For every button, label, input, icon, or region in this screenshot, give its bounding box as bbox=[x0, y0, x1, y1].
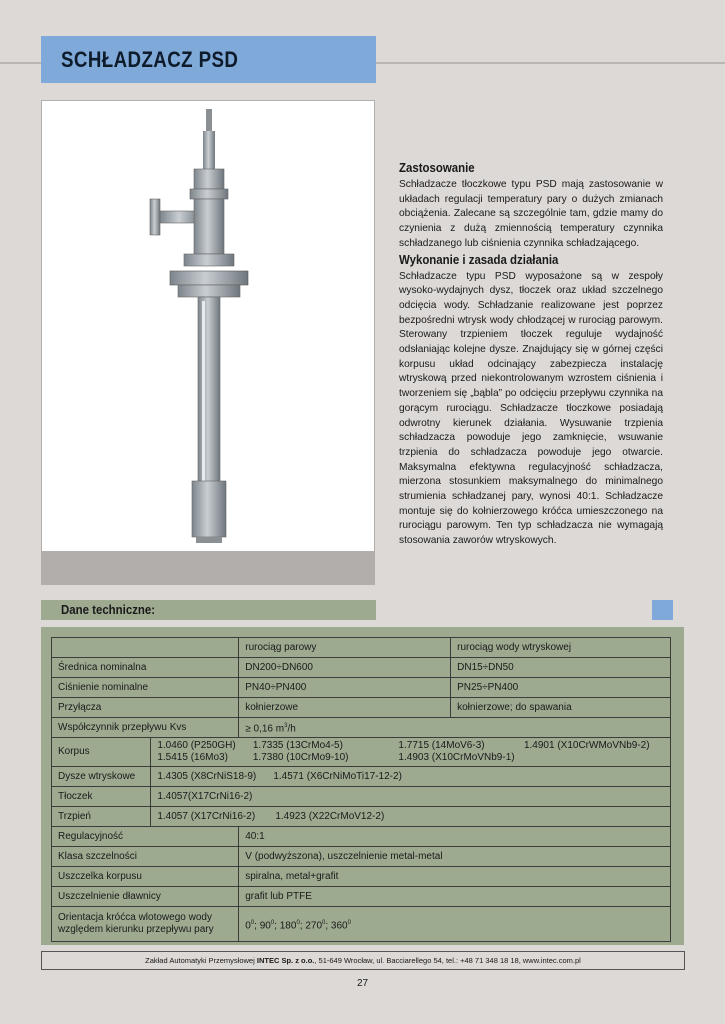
table-row bbox=[52, 658, 671, 678]
cell-value bbox=[151, 738, 671, 767]
trzpien-material: 1.4057 (X17CrNi16-2) bbox=[157, 810, 256, 822]
cell-value: DN15÷DN50 bbox=[451, 658, 671, 678]
row-label bbox=[52, 907, 239, 942]
row-label: Przyłącza bbox=[52, 698, 239, 718]
section-text-wykonanie: Schładzacze typu PSD wyposażone są w zespoły wysoko-wydajnych dysz, tłoczek oraz układ szczelnego odcięcia wody. Schładzanie realizowane jest poprzez bezpośredni wtrysk wody chłodzącej w rurociąg parowym. Sterowany trzpieniem tłoczek reguluje wydajność odsłaniając kolejne dysze. Znajdujący się w górnej części korpusu układ odcinający zabezpiecza instalację wtryskową przed niekontrolowanym wzrostem ciśnienia i tworzeniem się „bąbla” po odcięciu przepływu czynnika na gorącym rurociągu. Schładzacze tłoczkowe posiadają odwrotny kierunek działania. Wysuwanie trzpienia schładzacza powoduje jego zamknięcie, wsuwanie trzpienia do schładzacza powoduje jego otwarcie. Maksymalna efektywna regulacyjność schładzacza, mierzona stosunkiem maksymalnego do minimalnego strumienia schładzanej pary, wynosi 40:1. Schładzacze montuje się do kołnierzowego króćca umieszczonego na rurociągu parowym. Ten typ schładzacza nie wymagają stosowania zaworów wtryskowych. bbox=[399, 270, 663, 547]
cell-value: 1.4057(X17CrNi16-2) bbox=[151, 787, 671, 807]
table-row bbox=[52, 678, 671, 698]
product-photo-frame bbox=[41, 100, 375, 585]
table-row bbox=[52, 738, 671, 767]
cell-value: $0^0$; $90^0$; $180^0$; $270^0$; $360^0$ bbox=[239, 907, 671, 942]
kvs-unit-exponent: 3 bbox=[284, 723, 288, 729]
row-label: Średnica nominalna bbox=[52, 658, 239, 678]
row-label: Ciśnienie nominalne bbox=[52, 678, 239, 698]
row-label: Dysze wtryskowe bbox=[52, 767, 151, 787]
row-label: Tłoczek bbox=[52, 787, 151, 807]
cell-value: PN40÷PN400 bbox=[239, 678, 451, 698]
cell-value: spiralna, metal+grafit bbox=[239, 867, 671, 887]
korpus-material: 1.5415 (16Mo3) bbox=[157, 752, 228, 764]
accent-square bbox=[652, 600, 673, 620]
kvs-unit-tail: /h bbox=[287, 723, 296, 735]
table-row bbox=[52, 827, 671, 847]
cell-value bbox=[239, 718, 671, 738]
technical-data-label: Dane techniczne: bbox=[61, 602, 156, 617]
row-label: Trzpień bbox=[52, 807, 151, 827]
dysze-material: 1.4305 (X8CrNiS18-9) bbox=[157, 770, 257, 782]
technical-data-panel bbox=[41, 627, 684, 945]
row-label: Uszczelnienie dławnicy bbox=[52, 887, 239, 907]
section-heading-zastosowanie: Zastosowanie bbox=[399, 160, 475, 175]
header-water: rurociąg wody wtryskowej bbox=[451, 638, 671, 658]
page-title: SCHŁADZACZ PSD bbox=[61, 47, 239, 72]
row-label: Regulacyjność bbox=[52, 827, 239, 847]
orientation-label-line1: Orientacja króćca wlotowego wody bbox=[58, 912, 212, 924]
table-row bbox=[52, 767, 671, 787]
table-row bbox=[52, 807, 671, 827]
technical-data-bar bbox=[41, 600, 376, 620]
cell-value: V (podwyższona), uszczelnienie metal-metal bbox=[239, 847, 671, 867]
desuperheater-illustration bbox=[42, 101, 374, 551]
cell-value: grafit lub PTFE bbox=[239, 887, 671, 907]
table-row bbox=[52, 718, 671, 738]
korpus-material: 1.4903 (X10CrMoVNb9-1) bbox=[398, 752, 515, 764]
row-label: Klasa szczelności bbox=[52, 847, 239, 867]
product-photo bbox=[42, 101, 374, 551]
cell-value: kołnierzowe; do spawania bbox=[451, 698, 671, 718]
table-row bbox=[52, 887, 671, 907]
table-row bbox=[52, 867, 671, 887]
row-label: Uszczelka korpusu bbox=[52, 867, 239, 887]
table-row bbox=[52, 907, 671, 942]
footer-contact: Zakład Automatyki Przemysłowej INTEC Sp. z o.o., 51-649 Wrocław, ul. Bacciarellego 54, tel.: +48 71 348 18 18, www.intec.com.pl bbox=[41, 951, 685, 970]
cell-value: 40:1 bbox=[239, 827, 671, 847]
cell-value bbox=[151, 807, 671, 827]
title-banner bbox=[41, 36, 376, 83]
section-heading-wykonanie: Wykonanie i zasada działania bbox=[399, 251, 559, 267]
technical-data-table bbox=[51, 637, 671, 942]
table-row bbox=[52, 847, 671, 867]
cell-value bbox=[151, 767, 671, 787]
korpus-material: 1.0460 (P250GH) bbox=[157, 740, 236, 752]
cell-value: PN25÷PN400 bbox=[451, 678, 671, 698]
page-number: 27 bbox=[356, 978, 369, 989]
trzpien-material: 1.4923 (X22CrMoV12-2) bbox=[275, 810, 385, 822]
dysze-material: 1.4571 (X6CrNiMoTi17-12-2) bbox=[273, 770, 402, 782]
kvs-value: ≥ 0,16 m bbox=[245, 723, 285, 735]
cell-value: kołnierzowe bbox=[239, 698, 451, 718]
korpus-material: 1.7380 (10CrMo9-10) bbox=[252, 752, 349, 764]
row-label: Korpus bbox=[52, 738, 151, 767]
description-column bbox=[399, 160, 663, 549]
header-steam: rurociąg parowy bbox=[239, 638, 451, 658]
korpus-material: 1.7335 (13CrMo4-5) bbox=[252, 740, 343, 752]
table-row bbox=[52, 638, 671, 658]
table-row bbox=[52, 698, 671, 718]
row-label: Współczynnik przepływu Kvs bbox=[52, 718, 239, 738]
section-text-zastosowanie: Schładzacze tłoczkowe typu PSD mają zastosowanie w układach regulacji temperatury pary o dużych zmianach obciążenia. Zalecane są szczególnie tam, gdzie mamy do czynienia z dużą zmiennością temperatury czynnika schładzanego lub ciśnienia czynnika schładzającego. bbox=[399, 179, 663, 249]
company-name: INTEC Sp. z o.o. bbox=[256, 956, 315, 965]
korpus-material: 1.4901 (X10CrWMoVNb9-2) bbox=[523, 740, 650, 752]
korpus-material: 1.7715 (14MoV6-3) bbox=[398, 740, 485, 752]
table-row bbox=[52, 787, 671, 807]
orientation-label-line2: względem kierunku przepływu pary bbox=[58, 924, 214, 936]
cell-value: DN200÷DN600 bbox=[239, 658, 451, 678]
